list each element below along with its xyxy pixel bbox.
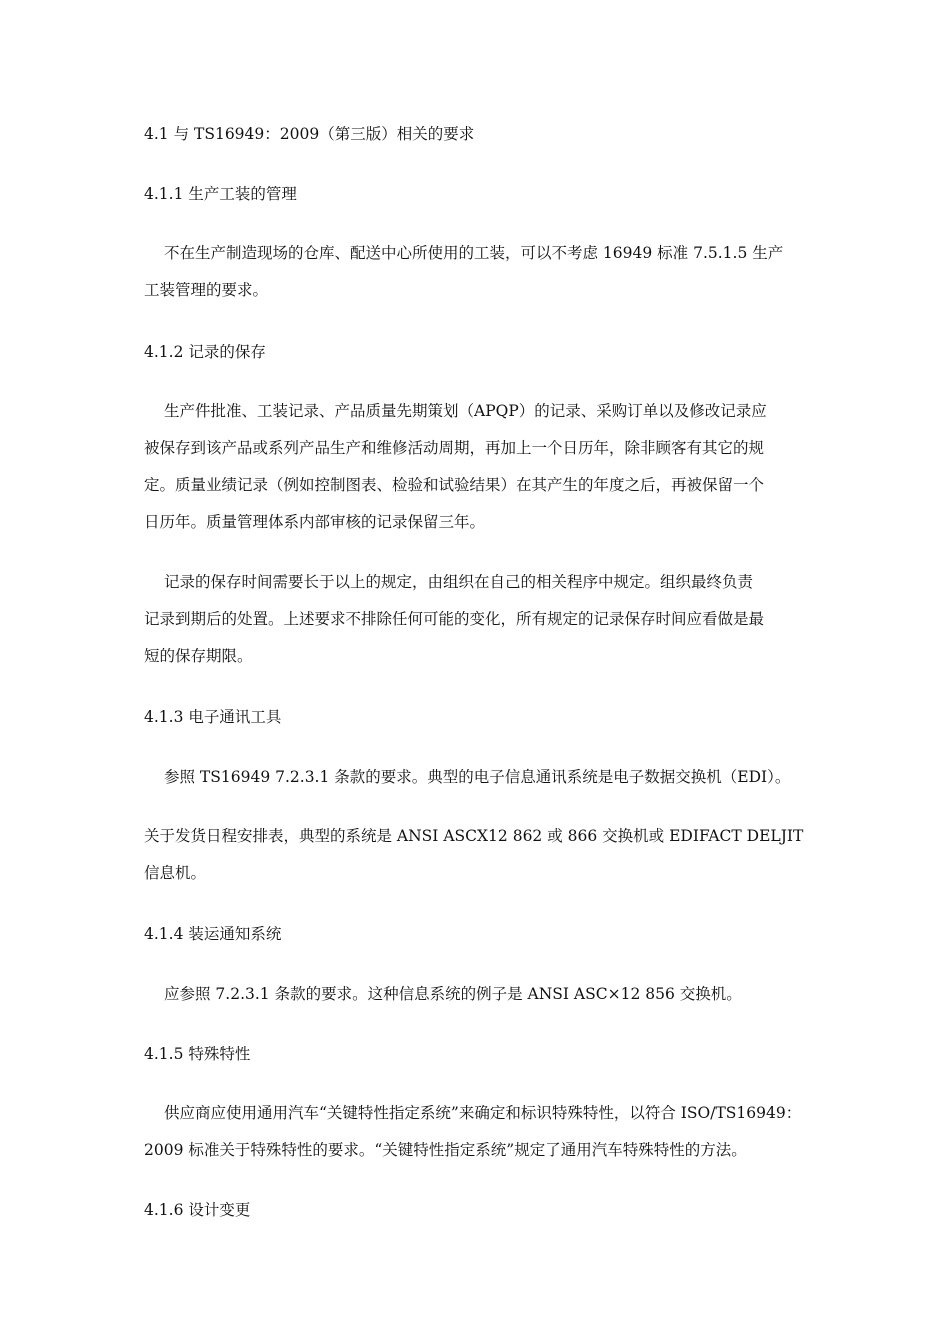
paragraph-line: 记录到期后的处置。上述要求不排除任何可能的变化，所有规定的记录保存时间应看做是最 (144, 610, 765, 628)
paragraph-line: 工装管理的要求。 (144, 281, 269, 299)
paragraph-line: 生产件批准、工装记录、产品质量先期策划（APQP）的记录、采购订单以及修改记录应 (164, 402, 767, 420)
section-heading-4-1-3: 4.1.3 电子通讯工具 (144, 708, 282, 726)
paragraph-line: 被保存到该产品或系列产品生产和维修活动周期，再加上一个日历年，除非顾客有其它的规 (144, 439, 765, 457)
section-heading-4-1: 4.1 与 TS16949：2009（第三版）相关的要求 (144, 125, 475, 143)
paragraph-line: 2009 标准关于特殊特性的要求。“关键特性指定系统”规定了通用汽车特殊特性的方法。 (144, 1141, 747, 1159)
section-heading-4-1-4: 4.1.4 装运通知系统 (144, 925, 282, 943)
paragraph-line: 参照 TS16949 7.2.3.1 条款的要求。典型的电子信息通讯系统是电子数据交换机（EDI）。 (164, 768, 791, 786)
paragraph-line: 记录的保存时间需要长于以上的规定，由组织在自己的相关程序中规定。组织最终负责 (164, 573, 754, 591)
paragraph-line: 信息机。 (144, 864, 207, 882)
paragraph-line: 供应商应使用通用汽车“关键特性指定系统”来确定和标识特殊特性，以符合 ISO/TS16949： (164, 1104, 802, 1122)
paragraph-line: 关于发货日程安排表，典型的系统是 ANSI ASCX12 862 或 866 交换机或 EDIFACT DELJIT (144, 827, 804, 845)
section-heading-4-1-2: 4.1.2 记录的保存 (144, 343, 266, 361)
paragraph-line: 定。质量业绩记录（例如控制图表、检验和试验结果）在其产生的年度之后，再被保留一个 (144, 476, 765, 494)
paragraph-line: 应参照 7.2.3.1 条款的要求。这种信息系统的例子是 ANSI ASC×12 856 交换机。 (164, 985, 742, 1003)
paragraph-line: 不在生产制造现场的仓库、配送中心所使用的工装，可以不考虑 16949 标准 7.5.1.5 生产 (164, 244, 784, 262)
section-heading-4-1-6: 4.1.6 设计变更 (144, 1201, 251, 1219)
paragraph-line: 日历年。质量管理体系内部审核的记录保留三年。 (144, 513, 486, 531)
section-heading-4-1-1: 4.1.1 生产工装的管理 (144, 185, 297, 203)
paragraph-line: 短的保存期限。 (144, 647, 253, 665)
section-heading-4-1-5: 4.1.5 特殊特性 (144, 1045, 251, 1063)
